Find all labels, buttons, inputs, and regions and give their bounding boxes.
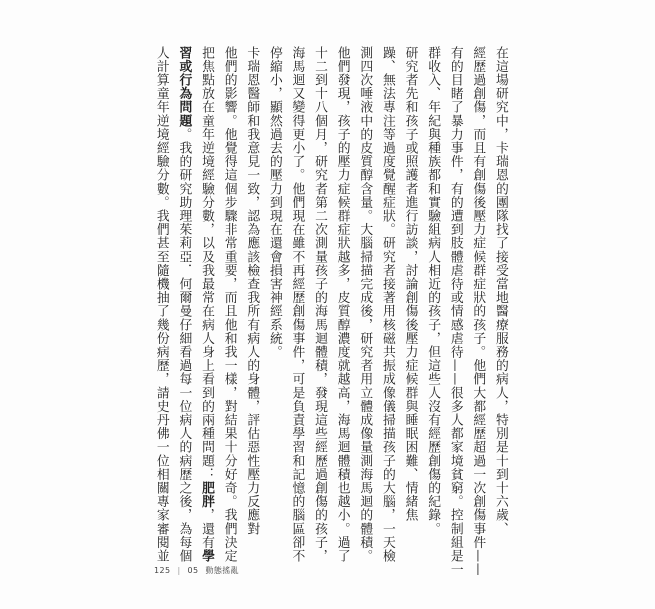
page-footer (154, 565, 243, 576)
text-column (471, 46, 484, 576)
text-segment: ，還有 (199, 508, 215, 550)
text-segment: 卡瑞恩醫師和我意見一致，認為應該檢查我所有病人的身體，評估惡性壓力反應對 (244, 46, 260, 536)
text-segment: 他們發現，孩子的壓力症候群症狀越多，皮質醇濃度就越高，海馬迴體積也越小。過了 (334, 46, 350, 563)
bold-text-segment: 肥胖 (199, 481, 215, 509)
text-segment: 躁、無法專注等過度覺醒症狀。研究者接著用核磁共振成像儀掃描孩子的大腦，一天檢 (379, 46, 395, 563)
text-segment: 把焦點放在童年逆境經驗分數，以及我最常在病人身上看到的兩種問題： (199, 46, 215, 482)
text-column (154, 46, 167, 563)
text-column (335, 46, 348, 563)
text-column (244, 46, 260, 536)
text-column (267, 46, 280, 359)
text-column (177, 46, 190, 563)
text-segment: 經歷過創傷，而且有創傷後壓力症候群症狀的孩子。他們大都經歷超過一次創傷事件—— (470, 46, 486, 577)
text-segment: 群收入、年紀與種族都和實驗組病人相近的孩子，但這些人沒有經歷創傷的紀錄。 (425, 46, 441, 536)
text-segment: 人計算童年逆境經驗分數。我們甚至隨機抽了幾份病歷，請史丹佛一位相關專家審閱並 (153, 46, 169, 563)
text-segment: 海馬迴又變得更小了。他們現在雖不再經歷創傷事件，可是負責學習和記憶的腦區卻不 (289, 46, 305, 563)
text-column (290, 46, 303, 563)
text-segment: 測四次唾液中的皮質醇含量。大腦掃描完成後，研究者用立體成像量測海馬迴的體積。 (357, 46, 373, 563)
text-segment: 十二到十八個月，研究者第二次測量孩子的海馬迴體積，發現這些經歷過創傷的孩子， (312, 46, 328, 563)
text-column (448, 46, 461, 576)
text-segment: 停縮小，顯然過去的壓力到現在還會損害神經系統。 (266, 46, 282, 359)
text-segment: 他們的影響。他覺得這個步驟非常重要，而且他和我一樣，對結果十分好奇。我們決定 (221, 46, 237, 563)
text-column (199, 46, 215, 563)
text-segment: 在這場研究中，卡瑞恩的團隊找了接受當地醫療服務的病人，特別是十到十六歲、 (492, 46, 508, 536)
bold-text-segment: 學 (199, 549, 215, 563)
text-column (222, 46, 235, 563)
text-column (380, 46, 393, 563)
text-column (312, 46, 328, 563)
text-column (357, 46, 373, 563)
text-column (493, 46, 506, 536)
page-number: 125 (154, 566, 171, 575)
text-column (425, 46, 441, 536)
bold-text-segment: 習或行為問題 (176, 46, 192, 128)
footer-separator: | (177, 566, 181, 575)
text-column (403, 46, 416, 522)
chapter-number: 05 (187, 566, 199, 575)
chapter-title: 動態搖亂 (205, 566, 240, 575)
text-segment: 。我的研究助理茱莉亞．何爾曼仔細看過每一位病人的病歷之後，為每個 (176, 127, 192, 563)
text-segment: 研究者先和孩子或照護者進行訪談，討論創傷後壓力症候群與睡眠困難、情緒焦 (402, 46, 418, 522)
text-segment: 有的目睹了暴力事件，有的遭到肢體虐待或情感虐待——很多人都家境貧窮。控制組是一 (447, 46, 463, 577)
